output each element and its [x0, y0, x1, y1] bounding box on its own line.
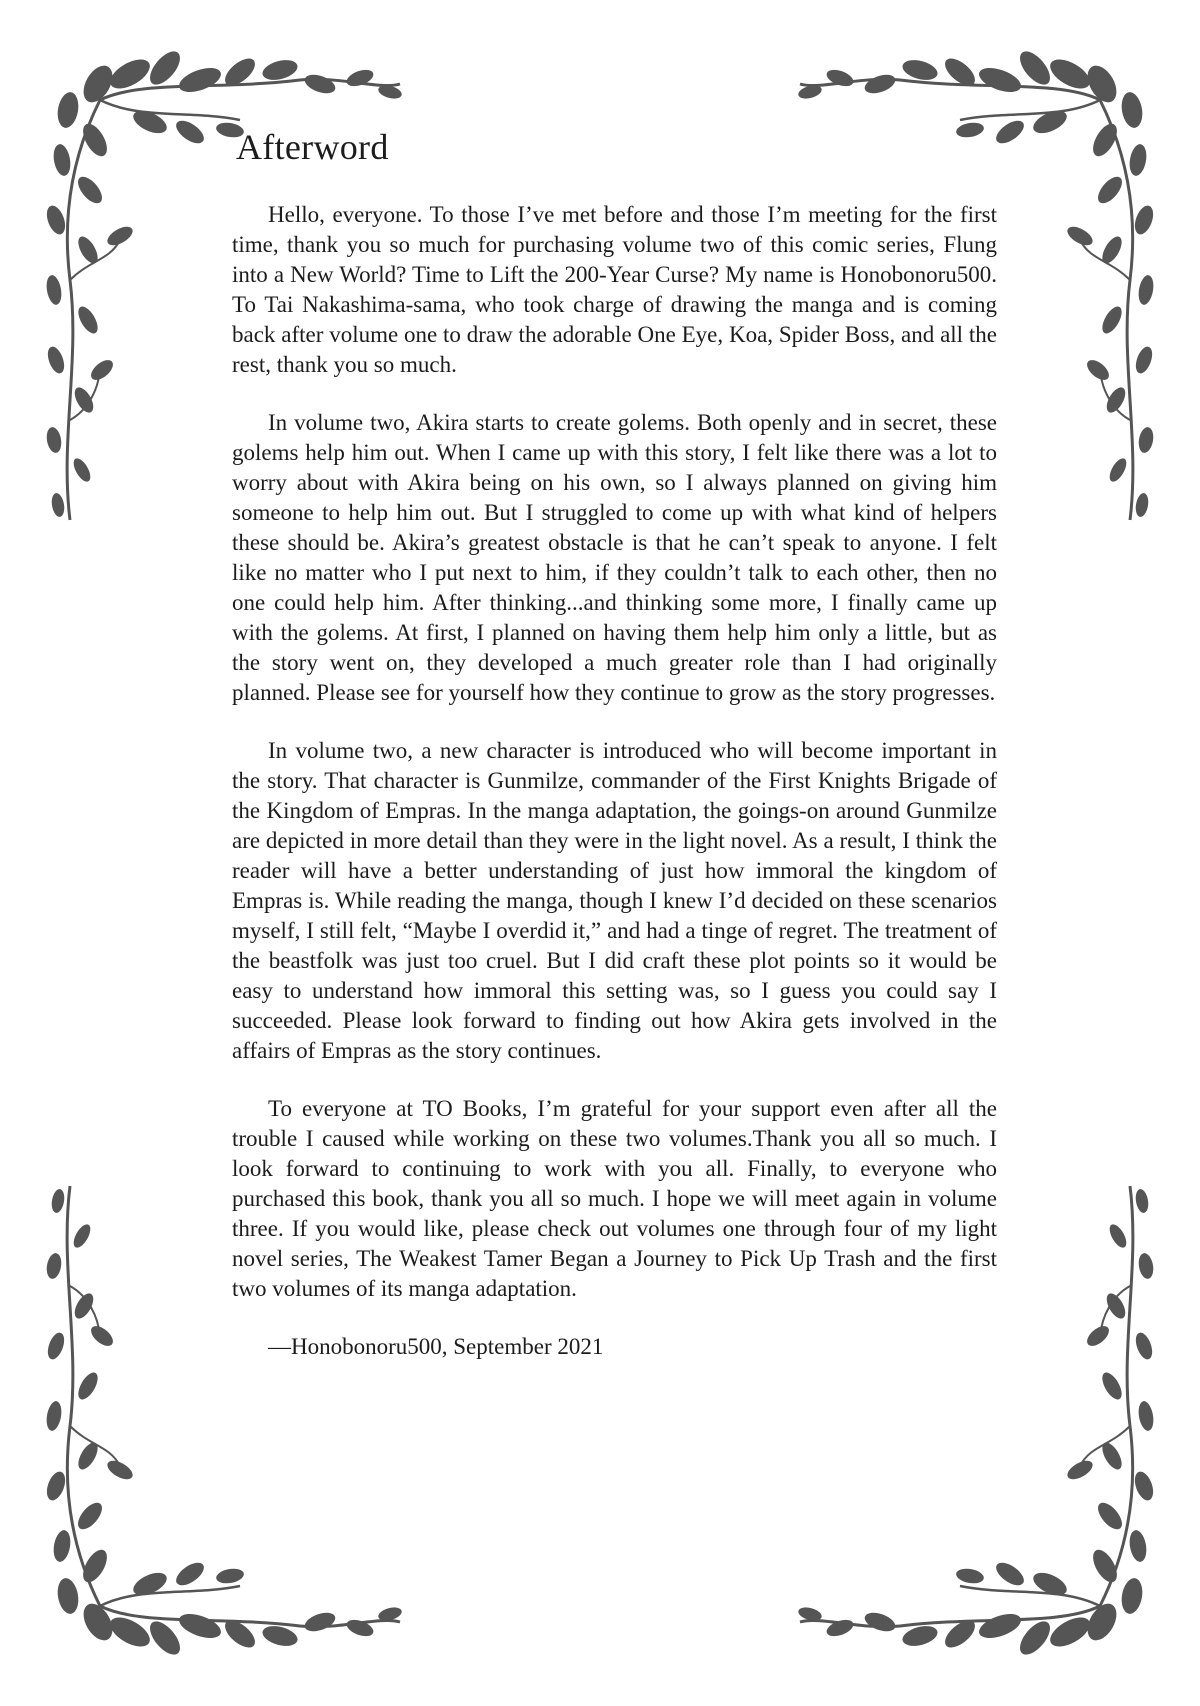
paragraph: In volume two, a new character is introduced who will become important in the story. That character is Gunmilze, commander of the First Knights Brigade of the Kingdom of Empras. In the manga adaptation, the goings-on around Gunmilze are depicted in more detail than they were in the light novel. As a result, I think the reader will have a better understanding of just how immoral the kingdom of Empras is. While reading the manga, though I knew I’d decided on these scenarios myself, I still felt, “Maybe I overdid it,” and had a tinge of regret. The treatment of the beastfolk was just too cruel. But I did craft these plot points so it would be easy to understand how immoral this setting was, so I guess you could say I succeeded. Please look forward to finding out how Akira gets involved in the affairs of Empras as the story continues.: [232, 738, 997, 1063]
afterword-body: [232, 200, 997, 1362]
paragraph: To everyone at TO Books, I’m grateful for your support even after all the trouble I caused while working on these two volumes.Thank you all so much. I look forward to continuing to work with you all. Finally, to everyone who purchased this book, thank you all so much. I hope we will meet again in volume three. If you would like, please check out volumes one through four of my light novel series, The Weakest Tamer Began a Journey to Pick Up Trash and the first two volumes of its manga adaptation.: [232, 1096, 997, 1301]
page-title: Afterword: [236, 127, 389, 167]
paragraph: In volume two, Akira starts to create golems. Both openly and in secret, these golems help him out. When I came up with this story, I felt like there was a lot to worry about with Akira being on his own, so I always planned on giving him someone to help him out. But I struggled to come up with what kind of helpers these should be. Akira’s greatest obstacle is that he can’t speak to anyone. I felt like no matter who I put next to him, if they couldn’t talk to each other, then no one could help him. After thinking...and thinking some more, I finally came up with the golems. At first, I planned on having them help him only a little, but as the story went on, they developed a much greater role than I had originally planned. Please see for yourself how they continue to grow as the story progresses.: [232, 410, 997, 705]
paragraph: Hello, everyone. To those I’ve met before and those I’m meeting for the first time, thank you so much for purchasing volume two of this comic series, Flung into a New World? Time to Lift the 200-Year Curse? My name is Honobonoru500. To Tai Nakashima-sama, who took charge of drawing the manga and is coming back after volume one to draw the adorable One Eye, Koa, Spider Boss, and all the rest, thank you so much.: [232, 202, 997, 377]
author-signature: —Honobonoru500, September 2021: [268, 1334, 604, 1359]
